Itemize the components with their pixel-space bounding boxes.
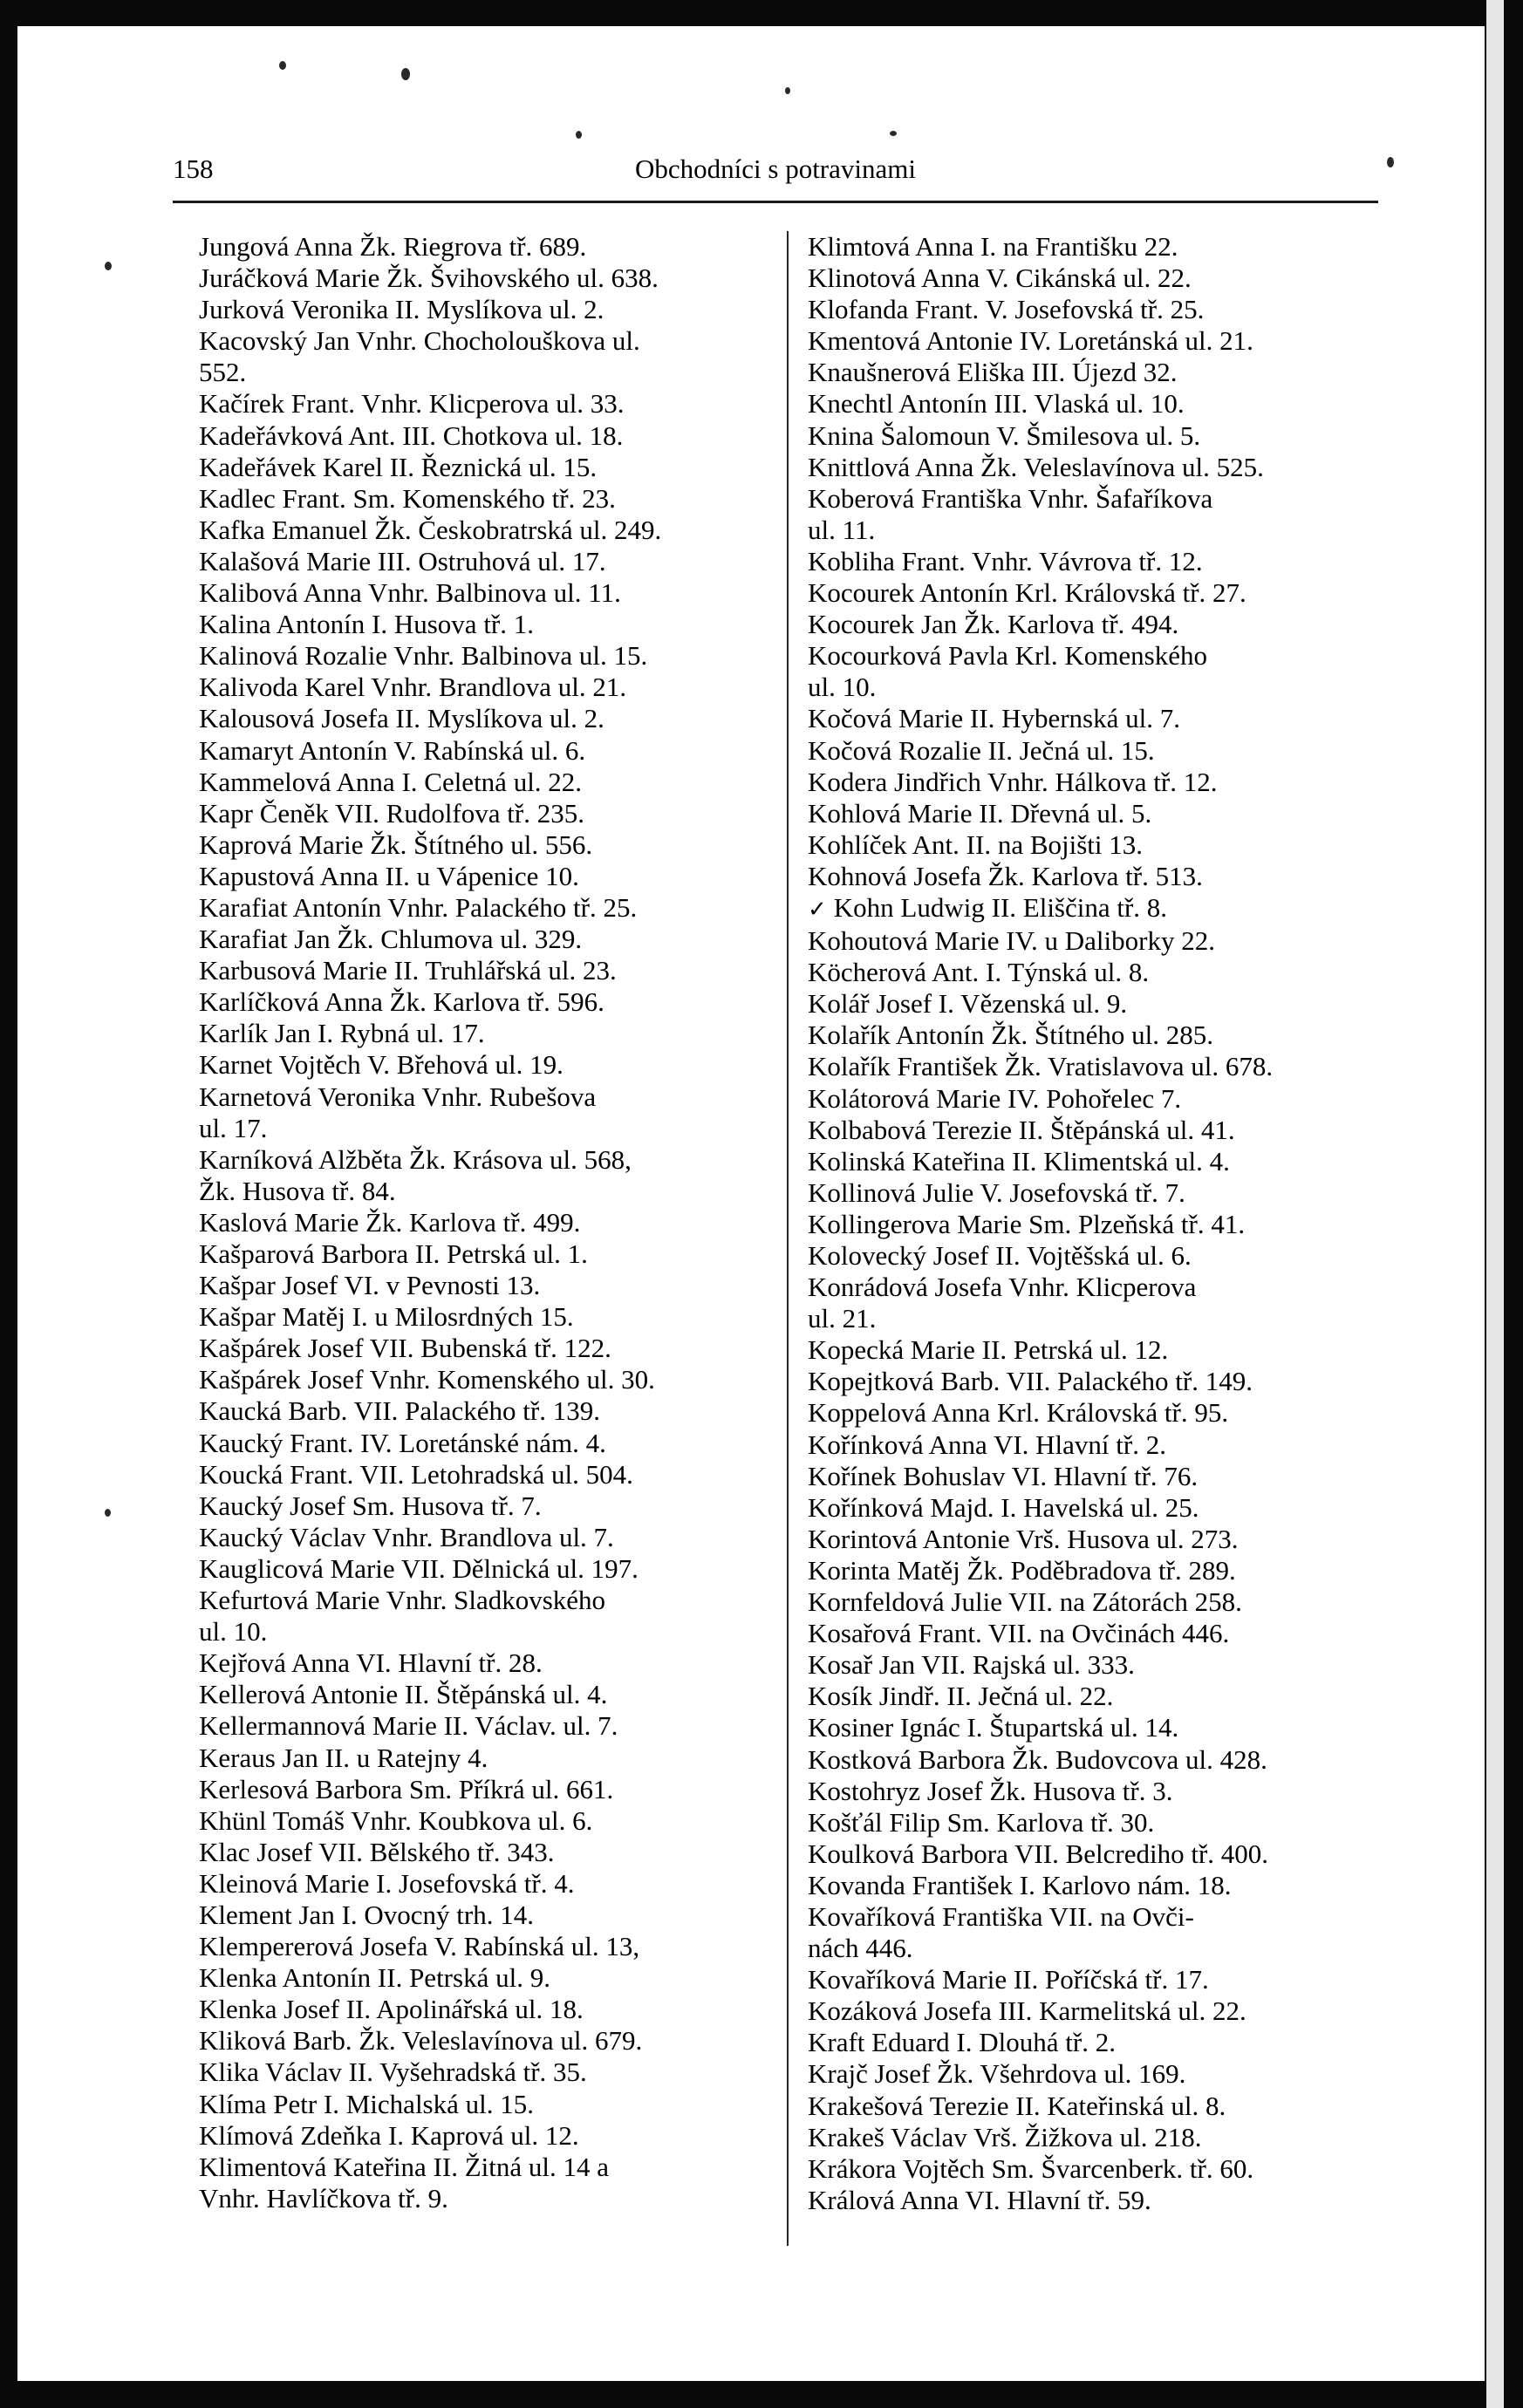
handwritten-check-icon: ✓ [808,896,827,923]
directory-entry: Krákora Vojtěch Sm. Švarcenberk. tř. 60. [808,2152,1254,2184]
directory-entry: Klimtová Anna I. na Františku 22. [808,231,1178,262]
directory-entry: Kalousová Josefa II. Myslíkova ul. 2. [199,703,604,734]
directory-entry: Klika Václav II. Vyšehradská tř. 35. [199,2057,587,2088]
scan-edge [1486,0,1504,2408]
directory-entry: Kašpárek Josef VII. Bubenská tř. 122. [199,1333,611,1364]
directory-entry: Knaušnerová Eliška III. Újezd 32. [808,357,1178,388]
directory-entry: Jurková Veronika II. Myslíkova ul. 2. [199,294,604,325]
directory-entry: Kačírek Frant. Vnhr. Klicperova ul. 33. [199,388,625,420]
directory-entry: ul. 11. [808,514,876,545]
directory-entry: Kalibová Anna Vnhr. Balbinova ul. 11. [199,577,621,609]
directory-entry-text: Kohn Ludwig II. Eliščina tř. 8. [833,891,1168,923]
directory-entry: Kovaříková Marie II. Poříčská tř. 17. [808,1964,1209,1995]
directory-entry: Kaucký Václav Vnhr. Brandlova ul. 7. [199,1521,614,1552]
speck [1387,157,1394,167]
directory-entry: Kohlíček Ant. II. na Bojišti 13. [808,829,1144,860]
directory-entry: Kmentová Antonie IV. Loretánská ul. 21. [808,325,1253,357]
directory-entry: Kovanda František I. Karlovo nám. 18. [808,1869,1232,1900]
directory-entry: Krajč Josef Žk. Všehrdova ul. 169. [808,2058,1186,2090]
directory-entry: Klímová Zdeňka I. Kaprová ul. 12. [199,2119,579,2151]
directory-entry: Korinta Matěj Žk. Poděbradova tř. 289. [808,1554,1236,1586]
directory-entry: Kapr Čeněk VII. Rudolfova tř. 235. [199,797,584,829]
directory-entry: Kocourková Pavla Krl. Komenského [808,640,1208,672]
directory-entry: Khünl Tomáš Vnhr. Koubkova ul. 6. [199,1804,593,1836]
directory-entry: Klimentová Kateřina II. Žitná ul. 14 a [199,2151,610,2182]
directory-entry: Kollingerova Marie Sm. Plzeňská tř. 41. [808,1208,1246,1239]
directory-entry: Kohnová Josefa Žk. Karlova tř. 513. [808,860,1203,891]
directory-entry: Kozáková Josefa III. Karmelitská ul. 22. [808,1995,1246,2027]
directory-entry: Kaucký Frant. IV. Loretánské nám. 4. [199,1427,606,1458]
directory-entry: Krakešová Terezie II. Kateřinská ul. 8. [808,2090,1226,2121]
directory-entry: Kaucký Josef Sm. Husova tř. 7. [199,1490,542,1521]
right-column [808,231,1410,2216]
directory-entry: Juráčková Marie Žk. Švihovského ul. 638. [199,263,659,294]
directory-entry: Kacovský Jan Vnhr. Chocholouškova ul. [199,325,640,357]
directory-entry: Kleinová Marie I. Josefovská tř. 4. [199,1867,575,1899]
directory-entry: Koulková Barbora VII. Belcrediho tř. 400. [808,1838,1269,1869]
speck [576,131,582,139]
directory-entry: Karnetová Veronika Vnhr. Rubešova [199,1081,597,1112]
directory-entry: Klenka Antonín II. Petrská ul. 9. [199,1962,550,1994]
directory-entry: Kovaříková Františka VII. na Ovči- [808,1900,1194,1932]
directory-entry: Žk. Husova tř. 84. [199,1175,396,1206]
speck [279,61,286,70]
directory-entry: Karbusová Marie II. Truhlářská ul. 23. [199,955,617,986]
directory-entry: Kobliha Frant. Vnhr. Vávrova tř. 12. [808,545,1203,576]
directory-entry: Kefurtová Marie Vnhr. Sladkovského [199,1585,606,1616]
page-number: 158 [173,153,214,184]
directory-entry: Karlíčková Anna Žk. Karlova tř. 596. [199,986,604,1018]
directory-entry: Karlík Jan I. Rybná ul. 17. [199,1018,485,1049]
directory-entry: Klac Josef VII. Bělského tř. 343. [199,1836,555,1867]
directory-entry: Kaprová Marie Žk. Štítného ul. 556. [199,829,593,860]
directory-entry: Kořínková Anna VI. Hlavní tř. 2. [808,1429,1166,1460]
directory-entry: Kohlová Marie II. Dřevná ul. 5. [808,797,1152,829]
directory-entry: Kosík Jindř. II. Ječná ul. 22. [808,1681,1114,1712]
directory-entry: Kamaryt Antonín V. Rabínská ul. 6. [199,734,586,766]
directory-entry: Kolátorová Marie IV. Pohořelec 7. [808,1082,1182,1114]
directory-entry: Kašpar Matěj I. u Milosrdných 15. [199,1301,574,1333]
directory-entry: Kadlec Frant. Sm. Komenského tř. 23. [199,482,616,514]
directory-entry: Köcherová Ant. I. Týnská ul. 8. [808,957,1150,988]
directory-entry: Kolář Josef I. Vězenská ul. 9. [808,988,1128,1020]
directory-entry: Klofanda Frant. V. Josefovská tř. 25. [808,294,1205,325]
directory-entry: Kocourek Antonín Krl. Královská tř. 27. [808,577,1246,609]
directory-entry: Koppelová Anna Krl. Královská tř. 95. [808,1397,1229,1429]
directory-entry: Klíma Petr I. Michalská ul. 15. [199,2088,534,2119]
directory-entry: Kolařík Antonín Žk. Štítného ul. 285. [808,1020,1213,1051]
directory-entry: Kosiner Ignác I. Štupartská ul. 14. [808,1712,1179,1743]
directory-entry: Kosař Jan VII. Rajská ul. 333. [808,1649,1135,1681]
directory-entry: Kořínek Bohuslav VI. Hlavní tř. 76. [808,1460,1199,1491]
directory-entry: Kadeřávek Karel II. Řeznická ul. 15. [199,451,598,482]
directory-entry-annotated [808,892,1410,925]
left-column [199,231,801,2214]
directory-entry: Kolovecký Josef II. Vojtěšská ul. 6. [808,1240,1192,1271]
directory-entry: Keraus Jan II. u Ratejny 4. [199,1742,488,1773]
directory-entry: Kapustová Anna II. u Vápenice 10. [199,860,579,891]
page-header [173,153,1378,192]
directory-entry: Knittlová Anna Žk. Veleslavínova ul. 525. [808,451,1264,482]
header-rule [173,201,1378,203]
directory-entry: Konrádová Josefa Vnhr. Klicperova [808,1272,1197,1303]
directory-entry: Kaucká Barb. VII. Palackého tř. 139. [199,1395,600,1427]
speck [785,87,790,94]
directory-entry: 552. [199,357,247,388]
speck [105,262,112,270]
directory-entry: Kalivoda Karel Vnhr. Brandlova ul. 21. [199,672,627,703]
directory-entry: Klement Jan I. Ovocný trh. 14. [199,1899,534,1930]
directory-entry: Kammelová Anna I. Celetná ul. 22. [199,766,583,797]
directory-entry: Kostková Barbora Žk. Budovcova ul. 428. [808,1743,1267,1775]
directory-entry: Kašpar Josef VI. v Pevnosti 13. [199,1270,541,1301]
directory-entry: Kafka Emanuel Žk. Českobratrská ul. 249. [199,514,662,545]
directory-entry: Klinotová Anna V. Cikánská ul. 22. [808,263,1192,294]
directory-entry: ul. 10. [808,672,877,703]
directory-entry: Karnet Vojtěch V. Břehová ul. 19. [199,1049,563,1081]
directory-entry: Korintová Antonie Vrš. Husova ul. 273. [808,1523,1239,1554]
directory-entry: Kadeřávková Ant. III. Chotkova ul. 18. [199,420,624,451]
directory-entry: Kauglicová Marie VII. Dělnická ul. 197. [199,1552,639,1584]
directory-entry: Karníková Alžběta Žk. Krásova ul. 568, [199,1143,632,1175]
directory-entry: Kodera Jindřich Vnhr. Hálkova tř. 12. [808,766,1218,797]
directory-entry: Kraft Eduard I. Dlouhá tř. 2. [808,2027,1116,2058]
directory-entry: Kolinská Kateřina II. Klimentská ul. 4. [808,1145,1230,1177]
directory-entry: Kořínková Majd. I. Havelská ul. 25. [808,1491,1199,1523]
directory-entry: Kočová Marie II. Hybernská ul. 7. [808,703,1180,734]
directory-entry: Klenka Josef II. Apolinářská ul. 18. [199,1994,584,2025]
directory-entry: Kollinová Julie V. Josefovská tř. 7. [808,1177,1185,1208]
directory-entry: Kellermannová Marie II. Václav. ul. 7. [199,1710,618,1742]
directory-entry: Jungová Anna Žk. Riegrova tř. 689. [199,231,587,262]
directory-entry: Kopecká Marie II. Petrská ul. 12. [808,1334,1169,1366]
directory-entry: Kalinová Rozalie Vnhr. Balbinova ul. 15. [199,640,648,672]
directory-entry: Kerlesová Barbora Sm. Příkrá ul. 661. [199,1773,614,1804]
directory-entry: Králová Anna VI. Hlavní tř. 59. [808,2184,1151,2215]
directory-entry: Kliková Barb. Žk. Veleslavínova ul. 679. [199,2025,643,2057]
directory-entry: ul. 10. [199,1616,268,1647]
directory-entry: Kosařová Frant. VII. na Ovčinách 446. [808,1618,1230,1649]
directory-entry: Knina Šalomoun V. Šmilesova ul. 5. [808,420,1201,451]
directory-entry: Kopejtková Barb. VII. Palackého tř. 149. [808,1366,1253,1397]
directory-entry: Koberová Františka Vnhr. Šafaříkova [808,482,1213,514]
directory-entry: Kellerová Antonie II. Štěpánská ul. 4. [199,1679,608,1710]
directory-entry: Karafiat Jan Žk. Chlumova ul. 329. [199,924,583,955]
directory-entry: Kočová Rozalie II. Ječná ul. 15. [808,734,1155,766]
directory-entry: Kašparová Barbora II. Petrská ul. 1. [199,1238,588,1269]
speck [105,1509,111,1517]
directory-entry: Knechtl Antonín III. Vlaská ul. 10. [808,388,1185,420]
speck [401,68,410,80]
speck [890,131,897,136]
directory-entry: Vnhr. Havlíčkova tř. 9. [199,2182,448,2214]
directory-entry: Kalašová Marie III. Ostruhová ul. 17. [199,545,606,576]
directory-entry: Kornfeldová Julie VII. na Zátorách 258. [808,1586,1242,1618]
directory-entry: Klempererová Josefa V. Rabínská ul. 13, [199,1931,640,1962]
directory-entry: Kolařík František Žk. Vratislavova ul. 678. [808,1051,1274,1082]
directory-entry: Kolbabová Terezie II. Štěpánská ul. 41. [808,1114,1235,1145]
directory-entry: Košťál Filip Sm. Karlova tř. 30. [808,1806,1155,1838]
directory-entry: ul. 21. [808,1303,877,1334]
directory-entry: Kocourek Jan Žk. Karlova tř. 494. [808,609,1179,640]
directory-entry: Krakeš Václav Vrš. Žižkova ul. 218. [808,2121,1202,2152]
directory-entry: nách 446. [808,1933,913,1964]
directory-entry: Kejřová Anna VI. Hlavní tř. 28. [199,1647,543,1679]
directory-entry: ul. 17. [199,1112,268,1143]
directory-entry: Koucká Frant. VII. Letohradská ul. 504. [199,1458,633,1490]
directory-entry: Kašpárek Josef Vnhr. Komenského ul. 30. [199,1364,655,1395]
directory-entry: Kohoutová Marie IV. u Daliborky 22. [808,925,1215,957]
running-title: Obchodníci s potravinami [635,153,916,184]
directory-entry: Karafiat Antonín Vnhr. Palackého tř. 25. [199,891,638,923]
directory-entry: Kostohryz Josef Žk. Husova tř. 3. [808,1775,1173,1806]
directory-entry: Kalina Antonín I. Husova tř. 1. [199,609,535,640]
directory-entry: Kaslová Marie Žk. Karlova tř. 499. [199,1206,581,1238]
